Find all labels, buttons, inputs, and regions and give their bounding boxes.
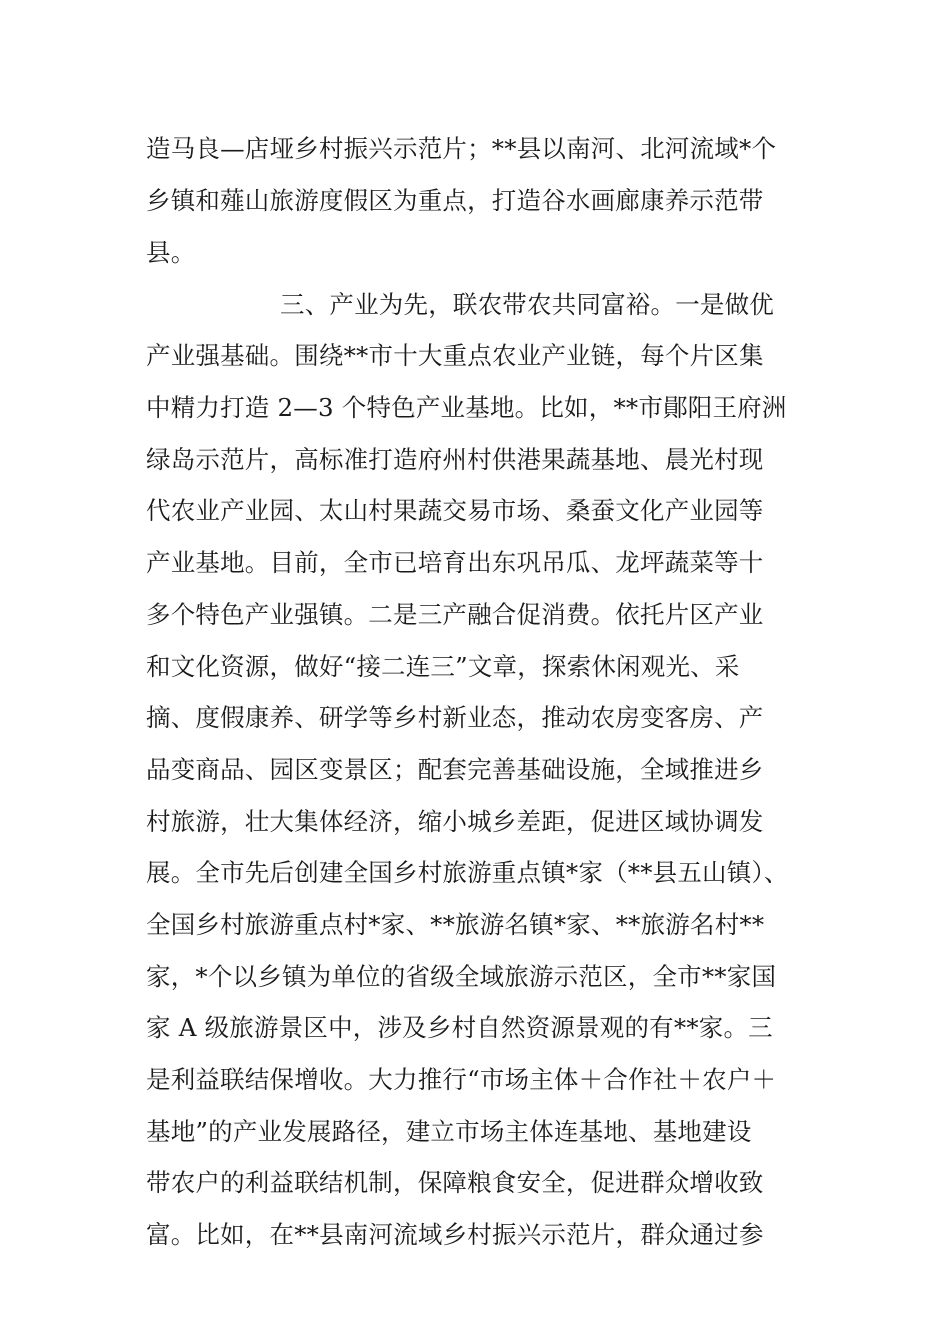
text-line: 县。 [146, 238, 196, 267]
text-line: 绿岛示范片，高标准打造府州村供港果蔬基地、晨光村现 [146, 445, 764, 474]
text-line: 多个特色产业强镇。二是三产融合促消费。依托片区产业 [146, 600, 764, 629]
text-line: 是利益联结保增收。大力推行“市场主体＋合作社＋农户＋ [146, 1065, 777, 1094]
text-line: 产业强基础。围绕**市十大重点农业产业链，每个片区集 [146, 341, 764, 370]
text-line: 富。比如，在**县南河流域乡村振兴示范片，群众通过参 [146, 1220, 764, 1249]
text-line: 造马良—店垭乡村振兴示范片；**县以南河、北河流域*个 [146, 134, 777, 163]
text-line: 摘、度假康养、研学等乡村新业态，推动农房变客房、产 [146, 703, 764, 732]
text-line: 代农业产业园、太山村果蔬交易市场、桑蚕文化产业园等 [146, 496, 764, 525]
text-line: 乡镇和薤山旅游度假区为重点，打造谷水画廊康养示范带 [146, 186, 764, 215]
text-line: 和文化资源，做好“接二连三”文章，探索休闲观光、采 [146, 652, 740, 681]
text-line: 家，*个以乡镇为单位的省级全域旅游示范区，全市**家国 [146, 962, 777, 991]
text-line: 家 A 级旅游景区中，涉及乡村自然资源景观的有**家。三 [146, 1013, 773, 1042]
text-line: 村旅游，壮大集体经济，缩小城乡差距，促进区域协调发 [146, 807, 764, 836]
text-line: 全国乡村旅游重点村*家、**旅游名镇*家、**旅游名村** [146, 910, 765, 939]
text-line: 中精力打造 2—3 个特色产业基地。比如，**市鄖阳王府洲 [146, 393, 787, 422]
text-line: 品变商品、园区变景区；配套完善基础设施，全域推进乡 [146, 755, 764, 784]
text-line: 产业基地。目前，全市已培育出东巩吊瓜、龙坪蔬菜等十 [146, 548, 764, 577]
text-line: 基地”的产业发展路径，建立市场主体连基地、基地建设 [146, 1117, 752, 1146]
text-line: 展。全市先后创建全国乡村旅游重点镇*家（**县五山镇）、 [146, 858, 789, 887]
section-heading-line: 三、产业为先，联农带农共同富裕。一是做优 [280, 290, 774, 319]
text-line: 带农户的利益联结机制，保障粮食安全，促进群众增收致 [146, 1168, 764, 1197]
